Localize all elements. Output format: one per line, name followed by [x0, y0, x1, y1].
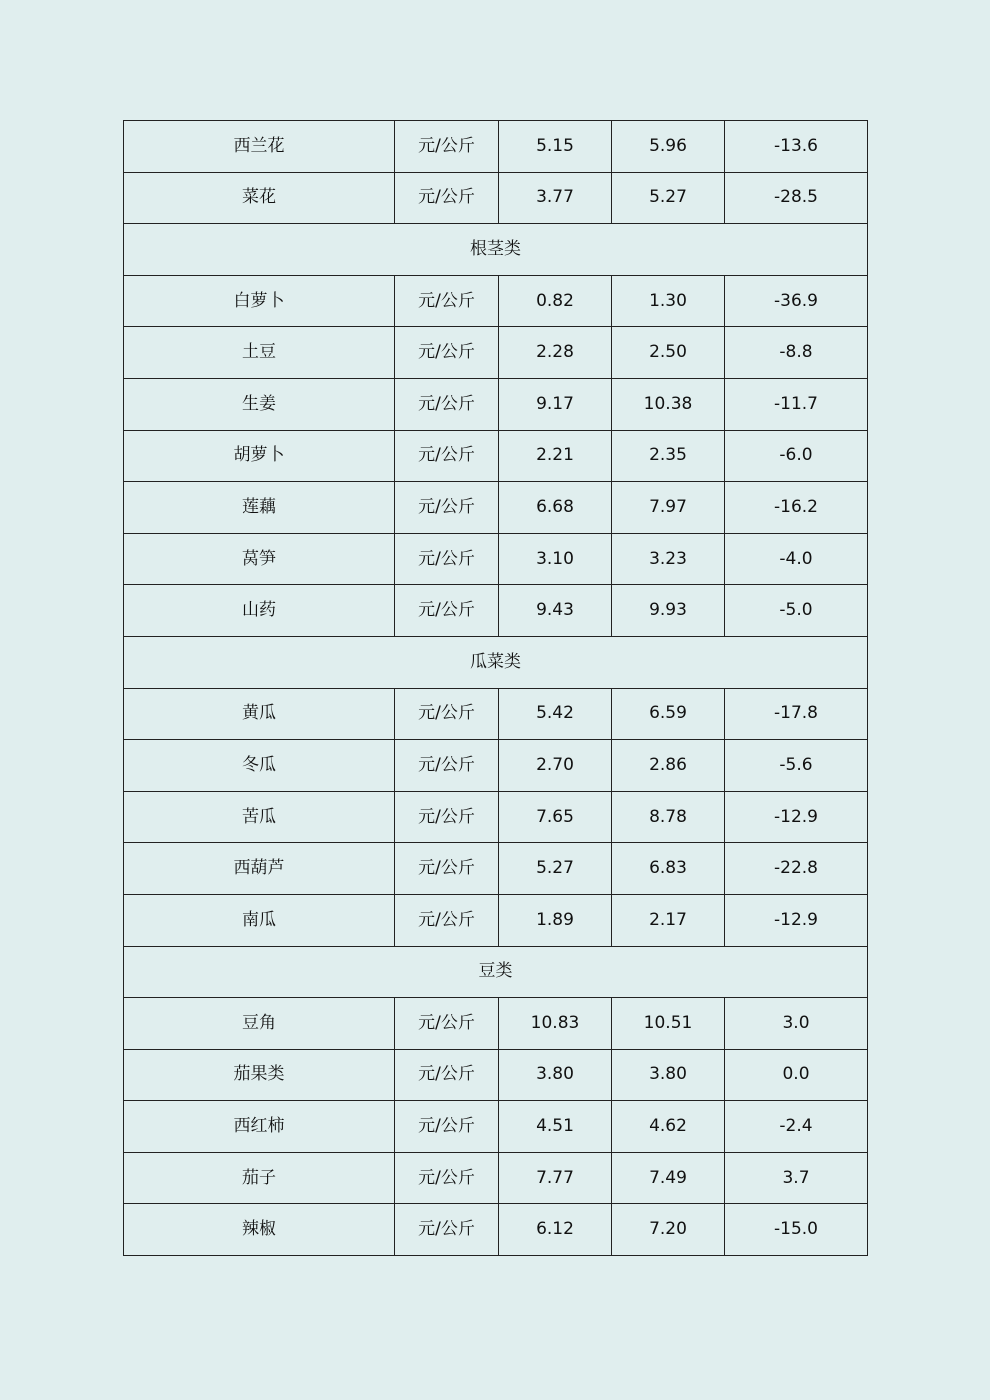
change-percent-cell: -8.8	[725, 327, 868, 379]
item-name-cell: 山药	[124, 585, 395, 637]
table-row	[124, 998, 868, 1050]
change-percent-cell: -5.0	[725, 585, 868, 637]
table-row	[124, 482, 868, 534]
change-percent-cell: -36.9	[725, 275, 868, 327]
current-price-cell: 2.21	[499, 430, 612, 482]
category-row	[124, 636, 868, 688]
previous-price-cell: 2.17	[612, 894, 725, 946]
current-price-cell: 5.42	[499, 688, 612, 740]
item-name-cell: 白萝卜	[124, 275, 395, 327]
current-price-cell: 2.28	[499, 327, 612, 379]
change-percent-cell: -28.5	[725, 172, 868, 224]
item-name-cell: 生姜	[124, 378, 395, 430]
change-percent-cell: -15.0	[725, 1204, 868, 1256]
item-name-cell: 茄果类	[124, 1049, 395, 1101]
previous-price-cell: 10.51	[612, 998, 725, 1050]
current-price-cell: 7.77	[499, 1152, 612, 1204]
table-row	[124, 740, 868, 792]
unit-cell: 元/公斤	[395, 327, 499, 379]
previous-price-cell: 3.80	[612, 1049, 725, 1101]
unit-cell: 元/公斤	[395, 1049, 499, 1101]
table-row	[124, 1152, 868, 1204]
table-row	[124, 172, 868, 224]
unit-cell: 元/公斤	[395, 533, 499, 585]
previous-price-cell: 7.49	[612, 1152, 725, 1204]
change-percent-cell: -17.8	[725, 688, 868, 740]
unit-cell: 元/公斤	[395, 740, 499, 792]
previous-price-cell: 2.50	[612, 327, 725, 379]
current-price-cell: 2.70	[499, 740, 612, 792]
previous-price-cell: 3.23	[612, 533, 725, 585]
previous-price-cell: 10.38	[612, 378, 725, 430]
change-percent-cell: -13.6	[725, 121, 868, 173]
item-name-cell: 苦瓜	[124, 791, 395, 843]
current-price-cell: 7.65	[499, 791, 612, 843]
category-heading: 豆类	[124, 946, 868, 998]
unit-cell: 元/公斤	[395, 482, 499, 534]
item-name-cell: 黄瓜	[124, 688, 395, 740]
previous-price-cell: 4.62	[612, 1101, 725, 1153]
table-row	[124, 585, 868, 637]
change-percent-cell: -4.0	[725, 533, 868, 585]
vegetable-price-table	[123, 120, 868, 1256]
table-row	[124, 1101, 868, 1153]
change-percent-cell: -12.9	[725, 791, 868, 843]
unit-cell: 元/公斤	[395, 430, 499, 482]
previous-price-cell: 1.30	[612, 275, 725, 327]
previous-price-cell: 9.93	[612, 585, 725, 637]
item-name-cell: 辣椒	[124, 1204, 395, 1256]
unit-cell: 元/公斤	[395, 1101, 499, 1153]
item-name-cell: 莲藕	[124, 482, 395, 534]
change-percent-cell: -2.4	[725, 1101, 868, 1153]
previous-price-cell: 2.35	[612, 430, 725, 482]
item-name-cell: 土豆	[124, 327, 395, 379]
item-name-cell: 西红柿	[124, 1101, 395, 1153]
table-row	[124, 121, 868, 173]
unit-cell: 元/公斤	[395, 378, 499, 430]
change-percent-cell: -12.9	[725, 894, 868, 946]
item-name-cell: 西兰花	[124, 121, 395, 173]
current-price-cell: 5.15	[499, 121, 612, 173]
table-row	[124, 1204, 868, 1256]
unit-cell: 元/公斤	[395, 275, 499, 327]
change-percent-cell: 3.0	[725, 998, 868, 1050]
unit-cell: 元/公斤	[395, 1152, 499, 1204]
current-price-cell: 6.12	[499, 1204, 612, 1256]
category-row	[124, 224, 868, 276]
current-price-cell: 5.27	[499, 843, 612, 895]
table-row	[124, 378, 868, 430]
unit-cell: 元/公斤	[395, 172, 499, 224]
current-price-cell: 9.43	[499, 585, 612, 637]
current-price-cell: 0.82	[499, 275, 612, 327]
table-row	[124, 791, 868, 843]
current-price-cell: 10.83	[499, 998, 612, 1050]
unit-cell: 元/公斤	[395, 998, 499, 1050]
previous-price-cell: 7.97	[612, 482, 725, 534]
unit-cell: 元/公斤	[395, 585, 499, 637]
table-row	[124, 533, 868, 585]
item-name-cell: 菜花	[124, 172, 395, 224]
item-name-cell: 南瓜	[124, 894, 395, 946]
current-price-cell: 3.77	[499, 172, 612, 224]
change-percent-cell: 3.7	[725, 1152, 868, 1204]
current-price-cell: 1.89	[499, 894, 612, 946]
table-row	[124, 1049, 868, 1101]
previous-price-cell: 2.86	[612, 740, 725, 792]
item-name-cell: 西葫芦	[124, 843, 395, 895]
previous-price-cell: 7.20	[612, 1204, 725, 1256]
previous-price-cell: 6.59	[612, 688, 725, 740]
item-name-cell: 豆角	[124, 998, 395, 1050]
unit-cell: 元/公斤	[395, 843, 499, 895]
current-price-cell: 3.80	[499, 1049, 612, 1101]
current-price-cell: 9.17	[499, 378, 612, 430]
previous-price-cell: 5.96	[612, 121, 725, 173]
item-name-cell: 茄子	[124, 1152, 395, 1204]
table-row	[124, 894, 868, 946]
previous-price-cell: 6.83	[612, 843, 725, 895]
change-percent-cell: -16.2	[725, 482, 868, 534]
previous-price-cell: 8.78	[612, 791, 725, 843]
item-name-cell: 冬瓜	[124, 740, 395, 792]
unit-cell: 元/公斤	[395, 791, 499, 843]
previous-price-cell: 5.27	[612, 172, 725, 224]
change-percent-cell: -6.0	[725, 430, 868, 482]
change-percent-cell: -11.7	[725, 378, 868, 430]
current-price-cell: 6.68	[499, 482, 612, 534]
unit-cell: 元/公斤	[395, 121, 499, 173]
table-row	[124, 843, 868, 895]
table-row	[124, 327, 868, 379]
current-price-cell: 3.10	[499, 533, 612, 585]
table-row	[124, 275, 868, 327]
item-name-cell: 胡萝卜	[124, 430, 395, 482]
table-row	[124, 430, 868, 482]
table-row	[124, 688, 868, 740]
table-body	[124, 121, 868, 1256]
current-price-cell: 4.51	[499, 1101, 612, 1153]
category-heading: 根茎类	[124, 224, 868, 276]
change-percent-cell: -22.8	[725, 843, 868, 895]
category-row	[124, 946, 868, 998]
change-percent-cell: 0.0	[725, 1049, 868, 1101]
change-percent-cell: -5.6	[725, 740, 868, 792]
unit-cell: 元/公斤	[395, 1204, 499, 1256]
unit-cell: 元/公斤	[395, 688, 499, 740]
unit-cell: 元/公斤	[395, 894, 499, 946]
category-heading: 瓜菜类	[124, 636, 868, 688]
item-name-cell: 莴笋	[124, 533, 395, 585]
